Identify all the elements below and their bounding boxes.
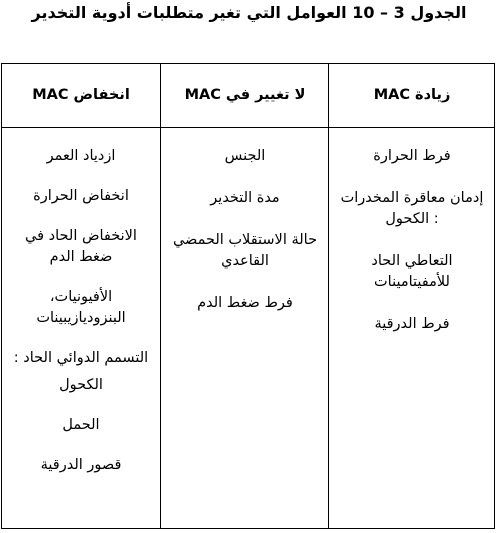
table-cell-item: فرط ضغط الدم bbox=[197, 295, 293, 311]
header-increase-mac: زيادة MAC bbox=[373, 87, 451, 103]
table-cell-item: التعاطي الحاد للأمفيتامينات bbox=[371, 253, 453, 290]
header-decrease-mac: انخفاض MAC bbox=[32, 87, 130, 103]
table-cell-item: قصور الدرقية bbox=[40, 457, 122, 473]
table-cell-item: ازدياد العمر bbox=[46, 148, 116, 164]
table-cell-item: الانخفاض الحاد في ضغط الدم bbox=[25, 228, 137, 265]
table-cell-item: فرط الدرقية bbox=[374, 316, 450, 332]
table-cell-item: الكحول bbox=[59, 377, 103, 393]
table-cell-item: مدة التخدير bbox=[210, 190, 280, 206]
no-change-mac-column bbox=[162, 146, 328, 335]
table-cell-item: الحمل bbox=[62, 417, 100, 433]
table-cell-item: إدمان معاقرة المخدرات : الكحول bbox=[340, 190, 484, 227]
column-divider bbox=[160, 64, 161, 528]
table-cell-item: حالة الاستقلاب الحمضي القاعدي bbox=[172, 232, 318, 269]
mac-factors-table bbox=[1, 63, 495, 529]
increase-mac-column bbox=[330, 146, 494, 356]
table-title: الجدول 3 – 10 العوامل التي تغير متطلبات أدوية التخدير bbox=[31, 3, 467, 22]
table-cell-item: انخفاض الحرارة bbox=[33, 188, 129, 204]
table-cell-item: الأفيونيات، البنزوديازيبينات bbox=[36, 289, 126, 326]
column-divider bbox=[328, 64, 329, 528]
header-no-change-mac: لا تغيير في MAC bbox=[184, 87, 306, 103]
table-cell-item: فرط الحرارة bbox=[373, 148, 451, 164]
table-cell-item: التسمم الدوائي الحاد : bbox=[13, 350, 149, 366]
decrease-mac-column bbox=[2, 146, 160, 495]
table-cell-item: الجنس bbox=[224, 148, 266, 164]
